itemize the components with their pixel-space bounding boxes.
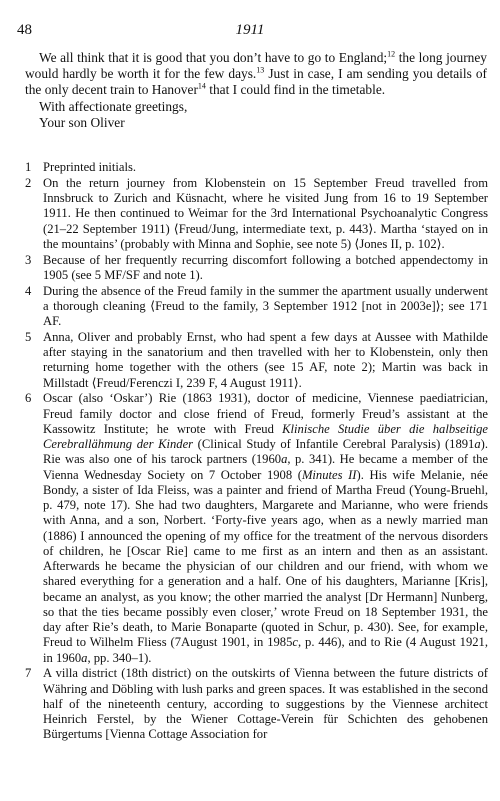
note-number: 4 (25, 283, 32, 298)
book-title-italic: Klinische Studie über die halbseitige Cerebrallähmung der Kinder (43, 421, 488, 451)
note-number: 7 (25, 666, 32, 681)
note-6 (22, 391, 488, 666)
letter-text (25, 50, 487, 131)
page-header (0, 22, 500, 42)
note-number: 1 (25, 160, 32, 174)
note-7 (22, 666, 488, 742)
note-text: Because of her frequently recurring discomfort following a botched appendectomy in 1905 (see 5 MF/SF and note 1). (43, 252, 488, 282)
note-4 (22, 284, 488, 330)
letter-signature: Your son Oliver (39, 114, 125, 130)
note-number: 3 (25, 252, 32, 267)
footnote-ref-14: 14 (197, 81, 206, 91)
note-1 (22, 160, 488, 175)
letter-text-part: We all think that it is good that you don’t have to go to England; (39, 50, 388, 65)
footnote-ref-12: 12 (387, 49, 396, 59)
note-number: 6 (25, 391, 32, 406)
note-text: On the return journey from Klobenstein on 15 September Freud travelled from Innsbruck to Zurich and Küsnacht, where he visited Jung from 16 to 19 September 1911. He then continued to Weimar for the 3rd International Psychoanalytic Congress (21–22 September 1911) ⟨Freud/Jung, intermediate text, p. 443⟩. Martha ‘stayed on in the mountains’ (probably with Minna and Sophie, see note 5) ⟨Jones II, p. 102⟩. (43, 175, 488, 251)
note-text-part: (Clinical Study of Infantile Cerebral Paralysis) (1891 (193, 437, 475, 451)
letter-paragraph (25, 50, 487, 99)
note-number: 2 (25, 175, 32, 190)
letter-text-part: the long journey would hardly be worth it for the few days. (25, 50, 487, 82)
page-number: 48 (17, 22, 32, 38)
letter-text-part: Just in case, I am sending you details of the only decent train to Hanover (25, 66, 487, 98)
minutes-title-italic: Minutes II (301, 467, 357, 482)
note-3 (22, 253, 488, 284)
note-number: 5 (25, 329, 32, 344)
letter-text-part: that I could find in the timetable. (205, 82, 386, 98)
note-text (43, 391, 488, 664)
note-text: Anna, Oliver and probably Ernst, who had spent a few days at Aussee with Mathilde after staying in the sanatorium and then travelled with her to Klobenstein, only then returning home together with the others (see 15 AF, note 2); Martin was back in Millstadt ⟨Freud/Ferenczi I, 239 F, 4 August 1911⟩. (43, 329, 488, 390)
note-2 (22, 176, 488, 252)
citation-letter: a (474, 437, 481, 451)
note-text-part: , pp. 340–1). (87, 650, 152, 665)
note-text: During the absence of the Freud family in the summer the apartment usually underwent a thorough cleaning ⟨Freud to the family, 3 September 1912 [not in 2003e]⟩; see 171 AF. (43, 283, 488, 328)
citation-letter: a (281, 452, 288, 467)
running-head: 1911 (235, 22, 265, 38)
footnote-ref-13: 13 (256, 65, 265, 75)
note-text-part: , p. 341). He became a member of the Vienna Wednesday Society on 7 October 1908 ( (43, 452, 488, 482)
citation-letter: a (81, 650, 88, 665)
note-text-part: , p. 446), and to Rie (4 August 1921, in 1960 (43, 635, 489, 665)
note-text-part: ). Rie was also one of his tarock partners (1960 (43, 437, 488, 467)
note-text: A villa district (18th district) on the outskirts of Vienna between the future districts of Währing and Döbling with lush parks and green spaces. It was established in the second half of the nineteenth century, according to suggestions by the Viennese architect Heinrich Ferstel, by the Wiener Cottage-Verein für Schichten des gehobenen Bürgertums [Vienna Cottage Association for (43, 666, 488, 742)
endnotes (22, 160, 488, 743)
letter-closing-greeting: With affectionate greetings, (39, 98, 188, 114)
note-text: Preprinted initials. (43, 160, 137, 174)
citation-letter: c (292, 635, 298, 650)
note-text-part: ). His wife Melanie, née Bondy, a sister of Ida Fleiss, was a painter and friend of Martha Freud (Young-Bruehl, p. 479, note 17). She had two daughters, Margarete and Marianne, who were friends with Anna, and a son, Norbert. ‘Forty-five years ago, when as a newly married man (1886) I announced the opening of my office for the treatment of the nervous disorders of children, he [Oscar Rie] came to me first as an intern and then as an assistant. Afterwards he became the physician of our children and our friend, with whom we shared everything for a generation and a half. One of his daughters, Marianne [Kris], became an analyst, as you know; the other married the analyst [Dr Hermann] Nunberg, so that the ties became possibly even closer,’ wrote Freud on 18 September 1931, the day after Rie’s death, to Marie Bonaparte (quoted in Schur, p. 430). See, for example, Freud to Wilhelm Fliess (7August 1901, in 1985 (43, 467, 489, 650)
note-5 (22, 330, 488, 391)
note-text-part: Oscar (also ‘Oskar’) Rie (1863 1931), doctor of medicine, Viennese paediatrician, Freud family doctor and close friend of Freud, formerly Freud’s assistant at the Kassowitz Institute; he wrote with Freud (43, 391, 488, 436)
